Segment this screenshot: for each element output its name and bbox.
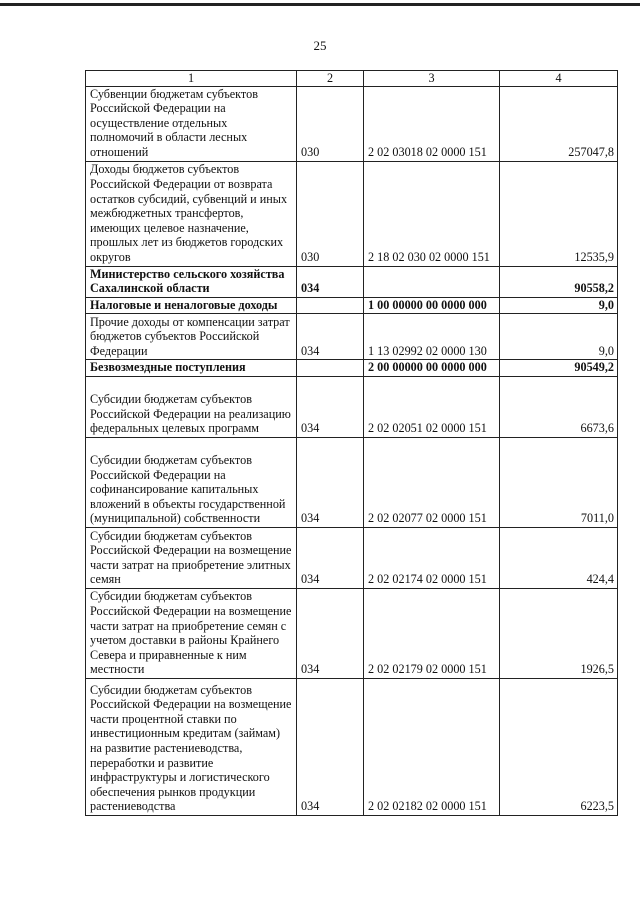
row-code <box>297 360 364 377</box>
table-row <box>86 266 618 297</box>
column-header-4: 4 <box>500 71 618 87</box>
row-code: 034 <box>297 527 364 588</box>
row-name: Налоговые и неналоговые доходы <box>86 297 297 314</box>
row-kbk: 2 02 02051 02 0000 151 <box>364 376 500 437</box>
row-kbk: 2 18 02 030 02 0000 151 <box>364 161 500 266</box>
column-header-2: 2 <box>297 71 364 87</box>
row-name: Безвозмездные поступления <box>86 360 297 377</box>
row-amount: 90549,2 <box>500 360 618 377</box>
row-code: 034 <box>297 376 364 437</box>
row-amount: 7011,0 <box>500 437 618 527</box>
row-amount: 90558,2 <box>500 266 618 297</box>
row-code: 034 <box>297 266 364 297</box>
row-name: Субсидии бюджетам субъектов Российской Федерации на возмещение части затрат на приобретение семян с учетом доставки в районы Крайнего Севера и приравненные к ним местности <box>86 588 297 678</box>
row-code: 034 <box>297 314 364 360</box>
row-name: Субсидии бюджетам субъектов Российской Федерации на реализацию федеральных целевых программ <box>86 376 297 437</box>
table-row <box>86 161 618 266</box>
table-row <box>86 376 618 437</box>
page-number: 25 <box>313 38 327 53</box>
row-amount: 6673,6 <box>500 376 618 437</box>
row-code: 030 <box>297 161 364 266</box>
table-row <box>86 360 618 377</box>
row-name: Субсидии бюджетам субъектов Российской Федерации на возмещение части процентной ставки по инвестиционным кредитам (займам) на развитие растениеводства, переработки и развитие инфраструктуры и логистического обеспечения рынков продукции растениеводства <box>86 678 297 815</box>
row-name: Субсидии бюджетам субъектов Российской Федерации на софинансирование капитальных вложений в объекты государственной (муниципальной) собственности <box>86 437 297 527</box>
row-kbk: 1 13 02992 02 0000 130 <box>364 314 500 360</box>
column-header-3: 3 <box>364 71 500 87</box>
table-header-row <box>86 71 618 87</box>
table-row <box>86 297 618 314</box>
row-kbk: 2 02 03018 02 0000 151 <box>364 86 500 161</box>
table-row <box>86 678 618 815</box>
row-code: 030 <box>297 86 364 161</box>
table-row <box>86 527 618 588</box>
row-amount: 257047,8 <box>500 86 618 161</box>
row-code: 034 <box>297 678 364 815</box>
row-kbk <box>364 266 500 297</box>
row-amount: 9,0 <box>500 297 618 314</box>
budget-table <box>85 70 618 816</box>
row-kbk: 2 02 02182 02 0000 151 <box>364 678 500 815</box>
row-name: Министерство сельского хозяйства Сахалинской области <box>86 266 297 297</box>
table-row <box>86 437 618 527</box>
row-code: 034 <box>297 437 364 527</box>
row-name: Субсидии бюджетам субъектов Российской Федерации на возмещение части затрат на приобретение элитных семян <box>86 527 297 588</box>
row-kbk: 1 00 00000 00 0000 000 <box>364 297 500 314</box>
row-kbk: 2 02 02077 02 0000 151 <box>364 437 500 527</box>
row-code <box>297 297 364 314</box>
table-row <box>86 588 618 678</box>
row-amount: 9,0 <box>500 314 618 360</box>
row-name: Доходы бюджетов субъектов Российской Федерации от возврата остатков субсидий, субвенций и иных межбюджетных трансфертов, имеющих целевое назначение, прошлых лет из бюджетов городских округов <box>86 161 297 266</box>
table-row <box>86 86 618 161</box>
row-amount: 6223,5 <box>500 678 618 815</box>
row-kbk: 2 02 02179 02 0000 151 <box>364 588 500 678</box>
row-amount: 1926,5 <box>500 588 618 678</box>
row-name: Прочие доходы от компенсации затрат бюджетов субъектов Российской Федерации <box>86 314 297 360</box>
column-header-1: 1 <box>86 71 297 87</box>
table-row <box>86 314 618 360</box>
row-amount: 424,4 <box>500 527 618 588</box>
row-amount: 12535,9 <box>500 161 618 266</box>
row-kbk: 2 00 00000 00 0000 000 <box>364 360 500 377</box>
top-rule <box>0 3 640 6</box>
row-kbk: 2 02 02174 02 0000 151 <box>364 527 500 588</box>
row-name: Субвенции бюджетам субъектов Российской Федерации на осуществление отдельных полномочий в области лесных отношений <box>86 86 297 161</box>
row-code: 034 <box>297 588 364 678</box>
